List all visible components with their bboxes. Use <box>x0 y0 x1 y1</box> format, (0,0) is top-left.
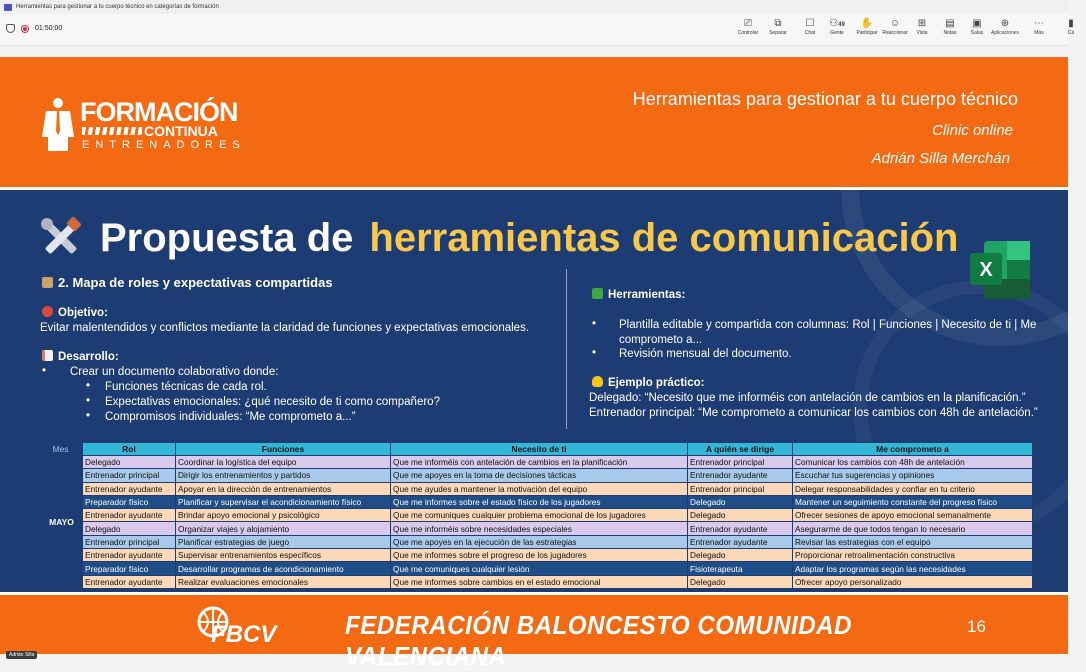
table-cell-quien: Entrenador principal <box>688 482 793 495</box>
coach-silhouette-icon <box>40 97 76 151</box>
toolbar-button-cá[interactable] <box>1056 18 1086 36</box>
toolbar-button-label: Gente <box>830 30 844 36</box>
toolbar-button-chat[interactable] <box>795 18 825 36</box>
document-icon <box>42 350 53 361</box>
table-header-0: Mes <box>39 443 83 456</box>
tools-small-icon <box>42 277 53 288</box>
table-row <box>39 495 1033 508</box>
camera-icon: ▮ <box>1068 18 1074 29</box>
table-cell-funciones: Desarrollar programas de acondicionamiento <box>176 562 391 575</box>
toolbar-button-label: Notas <box>943 30 957 36</box>
main-title-part1: Propuesta de <box>100 215 354 260</box>
table-cell-quien: Delegado <box>688 495 793 508</box>
react-icon: ☺ <box>889 18 901 29</box>
tools-label: Herramientas: <box>592 288 685 303</box>
table-cell-compromiso: Adaptar los programas según las necesidades <box>793 562 1033 575</box>
people-count: 49 <box>838 22 845 28</box>
table-cell-funciones: Planificar estrategias de juego <box>176 535 391 548</box>
table-cell-rol: Entrenador ayudante <box>83 482 176 495</box>
development-subitem: Expectativas emocionales: ¿qué necesito de ti como compañero? <box>105 396 440 408</box>
table-header-2: Funciones <box>176 443 391 456</box>
column-divider <box>566 269 567 429</box>
table-cell-quien: Fisioterapeuta <box>688 562 793 575</box>
toolbar-button-controlar[interactable] <box>733 18 763 36</box>
table-header-5: Me comprometo a <box>793 443 1033 456</box>
table-cell-compromiso: Delegar responsabilidades y confiar en tu criterio <box>793 482 1033 495</box>
grid-icon: ⊞ <box>917 18 927 29</box>
slide-main-title <box>38 215 959 261</box>
table-cell-rol: Delegado <box>83 522 176 535</box>
table-cell-rol: Preparador físico <box>83 562 176 575</box>
table-cell-necesito: Que me informes sobre el progreso de los jugadores <box>391 549 688 562</box>
month-cell: MAYO <box>39 456 83 589</box>
table-cell-necesito: Que me informes sobre cambios en el estado emocional <box>391 575 688 588</box>
development-subitem: Compromisos individuales: “Me comprometo a...” <box>105 411 356 423</box>
example-line-2: Entrenador principal: “Me comprometo a comunicar los cambios con 48h de antelación.” <box>589 407 1038 419</box>
slide-header-author: Adrián Silla Merchán <box>871 150 1010 167</box>
toolbar-button-reaccionar[interactable] <box>880 18 910 36</box>
table-cell-necesito: Que me informes sobre el estado físico de los jugadores <box>391 495 688 508</box>
table-cell-necesito: Que me apoyes en la ejecución de las estrategias <box>391 535 688 548</box>
table-cell-compromiso: Revisar las estrategias con el equipo <box>793 535 1033 548</box>
tools-item-1-cont: comprometo a... <box>619 334 703 346</box>
table-row <box>39 509 1033 522</box>
table-cell-quien: Delegado <box>688 575 793 588</box>
logo-text-continua: CONTINUA <box>144 123 218 139</box>
table-cell-quien: Entrenador ayudante <box>688 522 793 535</box>
table-cell-necesito: Que me ayudes a mantener la motivación del equipo <box>391 482 688 495</box>
table-cell-rol: Entrenador principal <box>83 535 176 548</box>
presenter-name-tag: Adrián Silla <box>6 651 37 659</box>
table-cell-rol: Entrenador ayudante <box>83 575 176 588</box>
table-cell-compromiso: Ofrecer apoyo personalizado <box>793 575 1033 588</box>
toolbar-button-label: Participar <box>856 30 878 36</box>
table-header-1: Rol <box>83 443 176 456</box>
bullet-dot: • <box>86 395 91 407</box>
toolbar-button-label: Más <box>1034 30 1044 36</box>
development-item: Crear un documento colaborativo donde: <box>70 366 279 378</box>
recording-icon <box>21 25 29 33</box>
roles-table <box>38 442 1032 589</box>
formacion-continua-logo <box>40 97 250 153</box>
presentation-slide <box>0 57 1068 671</box>
table-cell-quien: Delegado <box>688 509 793 522</box>
table-row <box>39 482 1033 495</box>
raise-hand-icon: ✋ <box>860 18 874 29</box>
apps-icon: ⊕ <box>1000 18 1010 29</box>
slide-page-number: 16 <box>967 617 986 636</box>
table-cell-funciones: Dirigir los entrenamientos y partidos <box>176 469 391 482</box>
table-cell-rol: Entrenador principal <box>83 469 176 482</box>
slide-header-title: Herramientas para gestionar a tu cuerpo técnico <box>632 89 1018 109</box>
table-cell-rol: Entrenador ayudante <box>83 509 176 522</box>
check-icon <box>592 288 603 299</box>
table-cell-compromiso: Escuchar tus sugerencias y opiniones <box>793 469 1033 482</box>
tools-item-1: Plantilla editable y compartida con columnas: Rol | Funciones | Necesito de ti | Me <box>619 319 1037 331</box>
table-cell-necesito: Que me apoyes en la toma de decisiones tácticas <box>391 469 688 482</box>
table-row <box>39 535 1033 548</box>
example-label: Ejemplo práctico: <box>592 376 705 391</box>
bullet-dot: • <box>86 380 91 392</box>
logo-text-entrenadores: ENTRENADORES <box>82 139 246 151</box>
more-icon: ⋯ <box>1034 18 1044 29</box>
toolbar-button-vista[interactable] <box>907 18 937 36</box>
table-cell-necesito: Que me informéis sobre necesidades especiales <box>391 522 688 535</box>
toolbar-button-label: Separar <box>769 30 787 36</box>
tools-item-2: Revisión mensual del documento. <box>619 348 792 360</box>
toolbar-button-label: Controlar <box>737 30 759 36</box>
bullet-dot: • <box>42 365 47 377</box>
slide-header-subtitle: Clinic online <box>932 122 1013 139</box>
table-cell-compromiso: Ofrecer sesiones de apoyo emocional semanalmente <box>793 509 1033 522</box>
table-cell-necesito: Que me informéis con antelación de cambios en la planificación <box>391 456 688 469</box>
people-icon: ⚇49 <box>829 18 845 29</box>
svg-text:FBCV: FBCV <box>211 621 277 648</box>
table-cell-funciones: Realizar evaluaciones emocionales <box>176 575 391 588</box>
table-row <box>39 549 1033 562</box>
table-cell-necesito: Que me comuniques cualquier problema emocional de los jugadores <box>391 509 688 522</box>
toolbar-button-separar[interactable] <box>763 18 793 36</box>
table-cell-rol: Delegado <box>83 456 176 469</box>
table-cell-funciones: Coordinar la logística del equipo <box>176 456 391 469</box>
table-row <box>39 469 1033 482</box>
table-cell-funciones: Supervisar entrenamientos específicos <box>176 549 391 562</box>
slide-header <box>0 57 1068 187</box>
section-title: 2. Mapa de roles y expectativas compartidas <box>42 275 333 290</box>
objective-text: Evitar malentendidos y conflictos mediante la claridad de funciones y expectativas emocionales. <box>40 322 530 334</box>
toolbar-button-label: Reaccionar <box>882 30 908 36</box>
table-cell-rol: Preparador físico <box>83 495 176 508</box>
table-cell-funciones: Brindar apoyo emocional y psicológico <box>176 509 391 522</box>
teams-app-icon <box>4 4 12 11</box>
federation-name: FEDERACIÓN BALONCESTO COMUNIDAD VALENCIANA <box>345 610 852 671</box>
svg-text:X: X <box>979 259 993 281</box>
header-divider <box>0 187 1068 190</box>
tools-icon <box>38 215 84 261</box>
window-titlebar <box>0 0 1068 14</box>
development-label: Desarrollo: <box>42 350 119 365</box>
meeting-timer: 01:50:00 <box>35 25 63 32</box>
example-line-1: Delegado: “Necesito que me informéis con antelación de cambios en la planificación.” <box>589 392 1026 404</box>
table-cell-quien: Entrenador principal <box>688 456 793 469</box>
table-row <box>39 562 1033 575</box>
table-cell-funciones: Organizar viajes y alojamiento <box>176 522 391 535</box>
target-icon <box>42 306 53 317</box>
present-icon: ⎚ <box>744 18 752 29</box>
development-subitem: Funciones técnicas de cada rol. <box>105 381 267 393</box>
bullet-dot: • <box>86 410 91 422</box>
shield-icon <box>6 24 15 33</box>
toolbar-button-label: Chat <box>804 30 816 36</box>
table-row <box>39 575 1033 588</box>
table-cell-quien: Delegado <box>688 549 793 562</box>
toolbar-button-gente[interactable] <box>822 18 852 36</box>
table-header-4: A quién se dirige <box>688 443 793 456</box>
fbcv-logo <box>193 604 323 646</box>
toolbar-button-participar[interactable] <box>852 18 882 36</box>
chat-icon: ☐ <box>805 18 815 29</box>
bullet-dot: • <box>592 347 597 359</box>
excel-icon <box>968 239 1032 301</box>
table-cell-rol: Entrenador ayudante <box>83 549 176 562</box>
table-cell-funciones: Apoyar en la dirección de entrenamientos <box>176 482 391 495</box>
objective-label: Objetivo: <box>42 306 108 321</box>
table-row <box>39 456 1033 469</box>
main-title-part2: herramientas de comunicación <box>369 215 959 260</box>
table-cell-compromiso: Asegurarme de que todos tengan lo necesario <box>793 522 1033 535</box>
table-row <box>39 522 1033 535</box>
rooms-icon: ▣ <box>972 18 982 29</box>
logo-text-formacion: FORMACIÓN <box>80 97 238 127</box>
table-cell-necesito: Que me comuniques cualquier lesión <box>391 562 688 575</box>
toolbar-button-label: Vista <box>916 30 928 36</box>
table-cell-quien: Entrenador ayudante <box>688 469 793 482</box>
popout-icon: ⧉ <box>774 18 782 29</box>
bullet-dot: • <box>592 318 597 330</box>
table-cell-quien: Entrenador ayudante <box>688 535 793 548</box>
window-title: Herramientas para gestionar a tu cuerpo técnico en categorías de formación <box>16 4 219 10</box>
notes-icon: ▤ <box>945 18 955 29</box>
table-cell-compromiso: Comunicar los cambios con 48h de antelación <box>793 456 1033 469</box>
toolbar-button-label: Salas <box>970 30 984 36</box>
table-header-3: Necesito de ti <box>391 443 688 456</box>
toolbar-button-label: Aplicaciones <box>990 30 1020 36</box>
meeting-toolbar <box>0 14 1075 46</box>
lightbulb-icon <box>592 376 603 387</box>
table-cell-compromiso: Proporcionar retroalimentación constructiva <box>793 549 1033 562</box>
table-cell-funciones: Planificar y supervisar el acondicionamiento físico <box>176 495 391 508</box>
toolbar-button-label: Cá <box>1067 30 1075 36</box>
table-cell-compromiso: Mantener un seguimiento constante del progreso físico <box>793 495 1033 508</box>
logo-stripes <box>82 127 142 135</box>
